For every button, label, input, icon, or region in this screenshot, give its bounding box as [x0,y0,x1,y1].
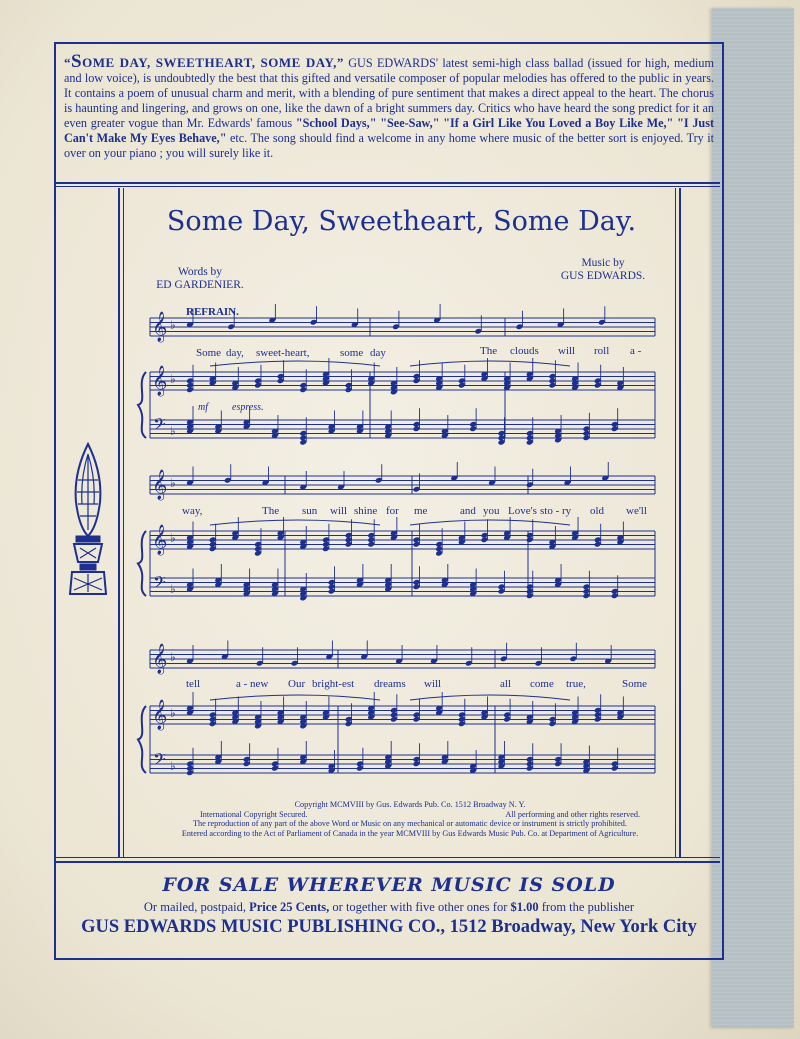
copyright-line3: The reproduction of any part of the above Word or Music on any mechanical or automatic device or instrument is strictly prohibited. [193,819,627,828]
lyric-word: old [590,505,605,517]
copyright-line2 [140,810,680,820]
rights-reserved: All performing and other rights reserved. [505,809,640,819]
lyric-word: me [414,505,428,517]
treble-clef-icon: 𝄞 [152,366,168,396]
lyric-word: a - new [236,678,269,690]
blurb-song3: "If a Girl Like You Loved a Boy Like Me," [443,116,674,130]
blurb-part1: GUS EDWARDS' latest semi-high class ballad (issued for high, medium and low voice), is undoubtedly the best that this gifted and versatile composer of popular melodies has offered to the public in years. It contains a poem of unusual charm and merit, with a blending of pure sentiment that makes a direct appeal to the heart. The chorus is haunting and lingering, and grows on one, like the dawn of a bright summers day. Critics who have heard the song predict for it an even greater vogue than Mr. Edwards' famous [64,56,714,130]
music-by-label: Music by [581,257,625,269]
flat-sign: ♭ [170,372,176,386]
lyric-word: clouds [510,345,539,357]
lyricist-name: ED GARDENIER. [156,279,244,291]
lyric-word: way, [182,505,203,517]
lyric-word: all [500,678,511,690]
refrain-label: REFRAIN. [186,306,239,318]
lyric-word: we'll [626,505,647,517]
flat-sign: ♭ [170,476,176,490]
publisher-line: GUS EDWARDS MUSIC PUBLISHING CO., 1512 Broadway, New York City [81,917,697,937]
bundle-price: $1.00 [510,900,539,914]
blurb-part2: etc. The song should find a welcome in any home where music of the better sort is enjoyed. Try it over on your piano ; you will surely like it. [64,131,714,160]
lyric-word: for [386,505,399,517]
mail-order-line [64,900,714,915]
sale-banner: FOR SALE WHEREVER MUSIC IS SOLD [162,874,616,896]
slur [410,695,570,700]
lyric-word: bright-est [312,678,355,690]
lyric-word: day, [226,347,244,359]
lyric-word: day [370,347,386,359]
lyric-word: will [330,505,348,517]
blurb-song4: "I Just Can't Make My Eyes Behave," [64,116,714,145]
composer-name: GUS EDWARDS. [560,270,646,282]
lyric-word: will [424,678,442,690]
treble-clef-icon: 𝄞 [152,312,168,342]
brace [138,706,146,773]
words-by-label: Words by [177,266,223,278]
lyric-word: Our [288,678,306,690]
slur [210,520,380,525]
treble-clef-icon: 𝄞 [152,525,168,555]
dynamic-mf: mf [198,402,208,413]
treble-clef-icon: 𝄞 [152,700,168,730]
flat-sign: ♭ [170,531,176,545]
lyric-word: The [480,345,498,357]
copyright-line1: Copyright MCMVIII by Gus. Edwards Pub. Co. 1512 Broadway N. Y. [294,800,526,809]
slur [410,520,570,525]
lyric-word: will [558,345,576,357]
copyright-secured: International Copyright Secured. [200,809,308,819]
mailed-middle: or together with five other ones for [329,900,511,914]
copyright-line4: Entered according to the Act of Parliament of Canada in the year MCMVIII by Gus Edwards Music Pub. Co. at Department of Agriculture. [181,828,639,838]
price: Price 25 Cents, [249,900,330,914]
lyric-word: true, [566,678,586,690]
lyric-word: and [460,505,476,517]
lyric-word: sto - ry [540,505,572,517]
lyric-word: you [483,505,500,517]
flat-sign: ♭ [170,424,176,438]
dynamic-espress: espress. [232,402,264,413]
lyric-word: shine [354,505,378,517]
bass-clef-icon: 𝄢 [153,749,166,773]
mailed-prefix: Or mailed, postpaid, [143,900,250,914]
flat-sign: ♭ [170,706,176,720]
lyric-word: a - [630,345,642,357]
lyric-word: tell [186,678,201,690]
bass-clef-icon: 𝄢 [153,414,166,438]
lyric-word: Love's [508,505,537,517]
bass-clef-icon: 𝄢 [153,572,166,596]
lyric-word: Some [196,347,222,359]
flat-sign: ♭ [170,318,176,332]
ornamental-urn-icon [66,440,110,596]
brace [138,372,146,438]
treble-clef-icon: 𝄞 [152,644,168,674]
mailed-suffix: from the publisher [538,900,635,914]
lyric-word: sweet-heart, [256,347,310,359]
slur [210,695,380,700]
lyric-word: roll [594,345,610,357]
flat-sign: ♭ [170,759,176,773]
flat-sign: ♭ [170,650,176,664]
lyric-word: some [340,347,364,359]
song-title: Some Day, Sweetheart, Some Day. [166,206,637,237]
lyric-word: Some [622,678,648,690]
slur [210,361,380,366]
blurb-song1: "School Days," [295,116,377,130]
lyric-word: sun [302,505,318,517]
blurb-lead: “SOME DAY, SWEETHEART, SOME DAY,” [64,54,344,72]
brace [138,531,146,596]
blurb-song2: "See-Saw," [380,116,440,130]
copyright-notice [140,800,680,838]
lyric-word: The [262,505,280,517]
lyric-word: dreams [374,678,406,690]
lyric-word: come [530,678,554,690]
treble-clef-icon: 𝄞 [152,470,168,500]
slur [410,361,570,366]
flat-sign: ♭ [170,582,176,596]
